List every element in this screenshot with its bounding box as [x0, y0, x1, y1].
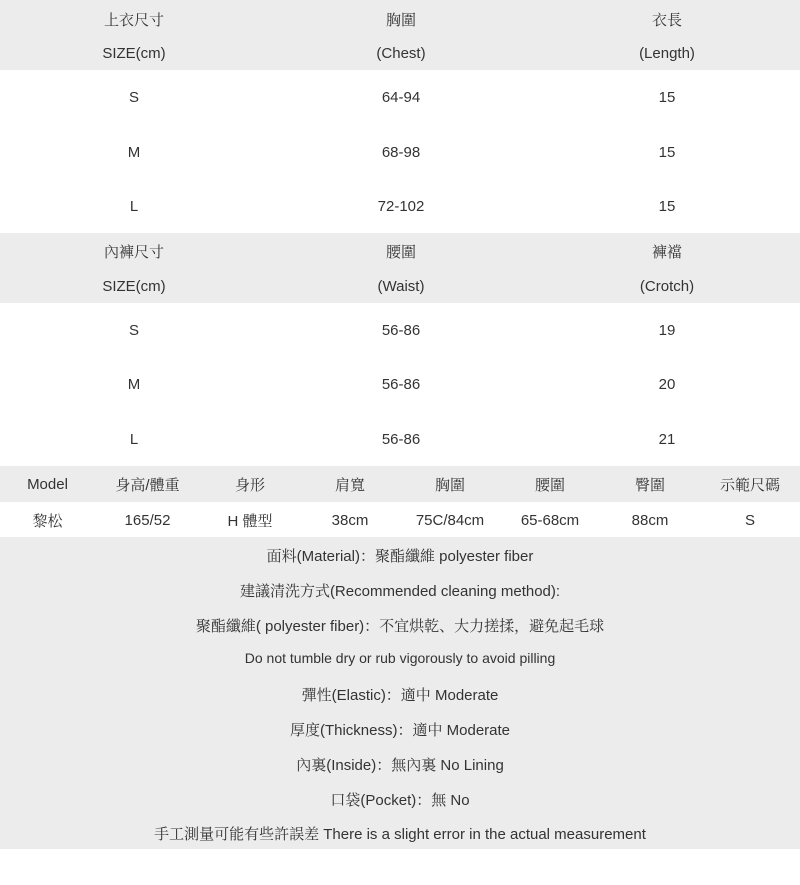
header-length-en: (Length) — [639, 44, 695, 62]
chest-value: 75C/84cm — [415, 511, 485, 529]
pocket-note: 口袋(Pocket)：無 No — [330, 792, 470, 809]
size-cell: M — [127, 143, 141, 161]
waist-header: 腰圍 — [534, 476, 565, 494]
top-table-header-en — [0, 40, 800, 66]
chest-header: 胸圍 — [434, 476, 465, 494]
body-type-header: 身形 — [234, 476, 265, 494]
table-row — [0, 139, 800, 165]
header-size-label: 內褲尺寸 — [103, 243, 164, 261]
shoulder-value: 38cm — [331, 511, 369, 529]
header-waist-en: (Waist) — [377, 277, 425, 295]
hip-header: 臀圍 — [634, 476, 665, 494]
header-crotch-en: (Crotch) — [639, 277, 695, 295]
model-table-header — [0, 466, 800, 502]
crotch-cell: 19 — [658, 321, 676, 339]
header-size-unit: SIZE(cm) — [102, 44, 166, 62]
chest-cell: 64-94 — [381, 88, 421, 106]
table-row — [0, 371, 800, 397]
crotch-cell: 21 — [658, 430, 676, 448]
cleaning-instruction-en: Do not tumble dry or rub vigorously to avoid pilling — [244, 650, 556, 666]
waist-cell: 56-86 — [381, 430, 421, 448]
header-chest-label: 胸圍 — [385, 11, 416, 29]
cleaning-instruction-cn: 聚酯纖維( polyester fiber)：不宜烘乾、大力搓揉，避免起毛球 — [195, 618, 605, 635]
waist-cell: 56-86 — [381, 375, 421, 393]
model-header: Model — [27, 475, 68, 493]
table-row — [0, 317, 800, 343]
top-table-header-cn — [0, 6, 800, 32]
body-type-value: H 體型 — [227, 512, 273, 530]
size-cell: S — [128, 88, 139, 106]
length-cell: 15 — [658, 88, 676, 106]
measurement-disclaimer: 手工測量可能有些許誤差 There is a slight error in the actual measurement — [154, 826, 646, 843]
length-cell: 15 — [658, 197, 676, 215]
length-cell: 15 — [658, 143, 676, 161]
header-size-unit: SIZE(cm) — [102, 277, 166, 295]
size-cell: L — [129, 430, 139, 448]
height-weight-header: 身高/體重 — [115, 476, 180, 494]
height-weight-value: 165/52 — [124, 511, 171, 529]
header-size-label: 上衣尺寸 — [103, 11, 164, 29]
hip-value: 88cm — [631, 511, 669, 529]
table-row — [0, 84, 800, 110]
table-row — [0, 503, 800, 537]
chest-cell: 68-98 — [381, 143, 421, 161]
cleaning-method-title: 建議清洗方式(Recommended cleaning method): — [239, 583, 561, 600]
chest-cell: 72-102 — [377, 197, 425, 215]
elastic-note: 彈性(Elastic)：適中 Moderate — [301, 687, 499, 704]
size-cell: S — [128, 321, 139, 339]
model-name: 黎松 — [32, 512, 63, 530]
bottom-table-header-en — [0, 273, 800, 299]
thickness-note: 厚度(Thickness)：適中 Moderate — [289, 722, 511, 739]
crotch-cell: 20 — [658, 375, 676, 393]
table-row — [0, 193, 800, 219]
size-cell: L — [129, 197, 139, 215]
waist-cell: 56-86 — [381, 321, 421, 339]
size-cell: M — [127, 375, 141, 393]
bottom-table-header-cn — [0, 238, 800, 264]
material-note: 面料(Material)：聚酯纖維 polyester fiber — [266, 548, 534, 565]
header-crotch-label: 褲襠 — [651, 243, 682, 261]
table-row — [0, 426, 800, 452]
header-length-label: 衣長 — [651, 11, 682, 29]
lining-note: 內裏(Inside)：無內裏 No Lining — [296, 757, 504, 774]
demo-size-value: S — [744, 511, 755, 529]
shoulder-header: 肩寬 — [334, 476, 365, 494]
waist-value: 65-68cm — [520, 511, 580, 529]
header-chest-en: (Chest) — [376, 44, 426, 62]
demo-size-header: 示範尺碼 — [719, 476, 780, 494]
header-waist-label: 腰圍 — [385, 243, 416, 261]
